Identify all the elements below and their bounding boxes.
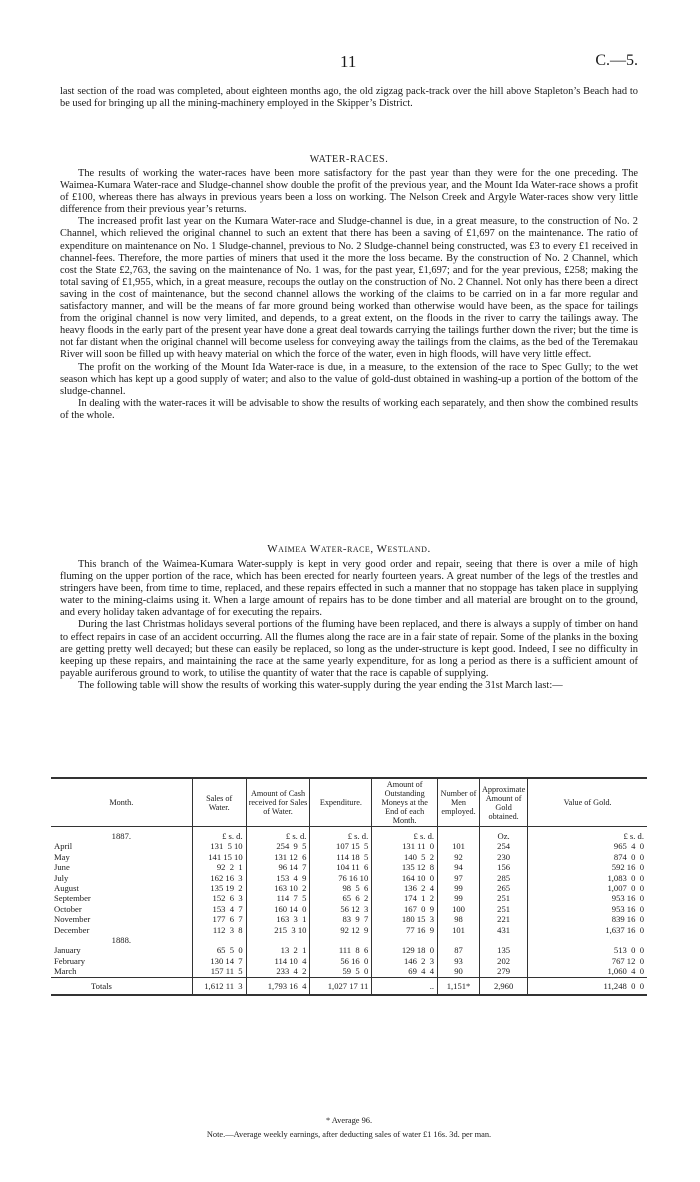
col-header-sales: Sales of Water.	[192, 778, 246, 827]
out-cell: 135 12 8	[372, 862, 438, 872]
unit-oz: Oz.	[480, 827, 528, 842]
men-cell: 101	[438, 925, 480, 935]
value-cell: 953 16 0	[528, 893, 647, 903]
table-row	[51, 893, 647, 903]
table-row	[51, 945, 647, 955]
exp-cell: 104 11 6	[310, 862, 372, 872]
cash-cell: 215 3 10	[246, 925, 310, 935]
month-cell: July	[54, 872, 69, 883]
cash-cell: 96 14 7	[246, 862, 310, 872]
month-cell: April	[54, 841, 73, 852]
oz-cell: 221	[480, 914, 528, 924]
value-cell: 1,083 0 0	[528, 873, 647, 883]
col-header-outstanding: Amount of Outstanding Moneys at the End of each Month.	[372, 778, 438, 827]
men-cell: 99	[438, 883, 480, 893]
col-header-expenditure: Expenditure.	[310, 778, 372, 827]
oz-cell: 279	[480, 966, 528, 977]
water-races-heading: WATER-RACES.	[309, 154, 389, 165]
value-cell: 953 16 0	[528, 904, 647, 914]
oz-cell: 156	[480, 862, 528, 872]
water-races-section	[60, 168, 638, 422]
out-cell: 167 0 9	[372, 904, 438, 914]
table-row	[51, 956, 647, 966]
table-row	[51, 966, 647, 977]
table-row	[51, 914, 647, 924]
oz-cell: 230	[480, 852, 528, 862]
men-cell: 90	[438, 966, 480, 977]
out-cell: 140 5 2	[372, 852, 438, 862]
sales-cell: 141 15 10	[192, 852, 246, 862]
oz-cell: 431	[480, 925, 528, 935]
sales-cell: 177 6 7	[192, 914, 246, 924]
unit-lsd: £ s. d.	[372, 827, 438, 842]
out-cell: 77 16 9	[372, 925, 438, 935]
out-cell: 180 15 3	[372, 914, 438, 924]
value-cell: 767 12 0	[528, 956, 647, 966]
exp-cell: 76 16 10	[310, 873, 372, 883]
exp-cell: 56 16 0	[310, 956, 372, 966]
table-row	[51, 841, 647, 851]
men-cell: 87	[438, 945, 480, 955]
water-races-paragraph: In dealing with the water-races it will be advisable to show the results of working each separately, and then show the combined results of the whole.	[60, 397, 638, 421]
sales-cell: 135 19 2	[192, 883, 246, 893]
month-cell: August	[54, 883, 79, 894]
sales-cell: 152 6 3	[192, 893, 246, 903]
exp-cell: 56 12 3	[310, 904, 372, 914]
waimea-paragraph: This branch of the Waimea-Kumara Water-supply is kept in very good order and repair, seeing that there is over a mile of high fluming on the upper portion of the race, which has been erected for nearly fourteen years. A great number of the legs of the trestles and stringers have been, from time to time, replaced, and these repairs effected in such a manner that no stoppage has taken place in supplying water to the mining-claims using it. When a large amount of repairs has to be done timber and all material are brought on to the ground, and every holiday taken advantage of for executing the repairs.	[60, 559, 638, 619]
month-cell: January	[54, 945, 81, 956]
men-cell: 98	[438, 914, 480, 924]
value-cell: 965 4 0	[528, 841, 647, 851]
cash-cell: 114 10 4	[246, 956, 310, 966]
out-cell: 131 11 0	[372, 841, 438, 851]
oz-cell: 251	[480, 893, 528, 903]
page-header	[60, 52, 638, 74]
month-cell: June	[54, 862, 70, 873]
exp-cell: 98 5 6	[310, 883, 372, 893]
unit-lsd: £ s. d.	[192, 827, 246, 842]
sales-cell: 131 5 10	[192, 841, 246, 851]
oz-cell: 135	[480, 945, 528, 955]
exp-cell: 65 6 2	[310, 893, 372, 903]
page-number: 11	[340, 52, 357, 71]
sales-cell: 162 16 3	[192, 873, 246, 883]
totals-row	[51, 977, 647, 995]
cash-cell: 114 7 5	[246, 893, 310, 903]
oz-cell: 265	[480, 883, 528, 893]
intro-paragraph: last section of the road was completed, about eighteen months ago, the old zigzag pack-track over the hill above Stapleton’s Beach had to be used for bringing up all the mining-machinery employed in the Skipper’s District.	[60, 86, 638, 110]
cash-cell: 254 9 5	[246, 841, 310, 851]
col-header-cash: Amount of Cash received for Sales of Water.	[246, 778, 310, 827]
unit-lsd: £ s. d.	[310, 827, 372, 842]
waimea-paragraph: The following table will show the results of working this water-supply during the year ending the 31st March last:—	[78, 679, 563, 691]
value-cell: 1,007 0 0	[528, 883, 647, 893]
waimea-paragraph: During the last Christmas holidays several portions of the fluming have been replaced, and there is always a supply of timber on hand to effect repairs in case of an accident occurring. All the flumes along the race are in a fair state of repair. Some of the planks in the boxing are getting pretty well decayed; but these can easily be replaced, so long as the under-structure is kept good. Indeed, I see no difficulty in keeping up these repairs, and maintaining the race at the same yearly expenditure, for as long a period as there is a sufficient amount of payable auriferous ground to work, to utilise the quantity of water that the race is capable of supplying.	[60, 619, 638, 679]
value-cell: 839 16 0	[528, 914, 647, 924]
cash-cell: 163 10 2	[246, 883, 310, 893]
cash-cell: 131 12 6	[246, 852, 310, 862]
col-header-gold-value: Value of Gold.	[528, 778, 647, 827]
value-cell: 1,060 4 0	[528, 966, 647, 977]
men-cell: 97	[438, 873, 480, 883]
exp-cell: 1,027 17 11	[310, 977, 372, 995]
units-row	[51, 827, 647, 842]
cash-cell: 153 4 9	[246, 873, 310, 883]
out-cell: 174 1 2	[372, 893, 438, 903]
exp-cell: 83 9 7	[310, 914, 372, 924]
table-row	[51, 925, 647, 935]
exp-cell: 92 12 9	[310, 925, 372, 935]
sales-cell: 112 3 8	[192, 925, 246, 935]
men-cell: 1,151*	[438, 977, 480, 995]
exp-cell: 107 15 5	[310, 841, 372, 851]
value-cell: 11,248 0 0	[528, 977, 647, 995]
month-cell: March	[54, 966, 77, 977]
waimea-section	[60, 559, 638, 692]
sales-cell: 1,612 11 3	[192, 977, 246, 995]
sales-cell: 92 2 1	[192, 862, 246, 872]
year-row	[51, 935, 647, 945]
year-label: 1887.	[111, 831, 132, 841]
oz-cell: 254	[480, 841, 528, 851]
month-cell: October	[54, 903, 82, 914]
men-cell: 94	[438, 862, 480, 872]
table-row	[51, 852, 647, 862]
sales-cell: 157 11 5	[192, 966, 246, 977]
water-races-paragraph: The results of working the water-races have been more satisfactory for the past year than they were for the one preceding. The Waimea-Kumara Water-race and Sludge-channel show double the profit of the previous year, and the Mount Ida Water-race shows a profit of £100, whereas there has always in previous years been a loss on working. The Nelson Creek and Argyle Water-races show very little difference from their previous year’s returns.	[60, 168, 638, 216]
table-row	[51, 904, 647, 914]
men-cell: 92	[438, 852, 480, 862]
table-body	[51, 827, 647, 996]
exp-cell: 59 5 0	[310, 966, 372, 977]
oz-cell: 285	[480, 873, 528, 883]
month-cell: May	[54, 851, 70, 862]
month-cell: September	[54, 893, 91, 904]
value-cell: 1,637 16 0	[528, 925, 647, 935]
footnote: * Average 96.	[325, 1116, 373, 1125]
men-cell: 101	[438, 841, 480, 851]
oz-cell: 202	[480, 956, 528, 966]
out-cell: 164 10 0	[372, 873, 438, 883]
sales-cell: 130 14 7	[192, 956, 246, 966]
waimea-heading: Waimea Water-race, Westland.	[267, 543, 431, 555]
out-cell: 129 18 0	[372, 945, 438, 955]
men-cell: 99	[438, 893, 480, 903]
value-cell: 874 0 0	[528, 852, 647, 862]
value-cell: 592 16 0	[528, 862, 647, 872]
cash-cell: 160 14 0	[246, 904, 310, 914]
out-cell: 146 2 3	[372, 956, 438, 966]
col-header-gold-amount: Approximate Amount of Gold obtained.	[480, 778, 528, 827]
out-cell: 69 4 4	[372, 966, 438, 977]
oz-cell: 2,960	[480, 977, 528, 995]
cash-cell: 163 3 1	[246, 914, 310, 924]
sales-cell: 153 4 7	[192, 904, 246, 914]
table-row	[51, 883, 647, 893]
month-cell: November	[54, 914, 91, 925]
table-header-row	[51, 778, 647, 827]
totals-label: Totals	[51, 977, 192, 995]
men-cell: 93	[438, 956, 480, 966]
water-races-paragraph: The profit on the working of the Mount Ida Water-race is due, in a measure, to the extension of the race to Spec Gully; to the wet season which has kept up a good supply of water; and also to the value of gold-dust obtained in washing-up a portion of the bottom of the sludge-channel.	[60, 361, 638, 397]
unit-lsd: £ s. d.	[246, 827, 310, 842]
document-reference: C.—5.	[595, 52, 638, 69]
col-header-men: Number of Men employed.	[438, 778, 480, 827]
intro-paragraph-block	[60, 86, 638, 110]
value-cell: 513 0 0	[528, 945, 647, 955]
out-cell: 136 2 4	[372, 883, 438, 893]
note: Note.—Average weekly earnings, after deducting sales of water £1 16s. 3d. per man.	[206, 1130, 492, 1139]
exp-cell: 111 8 6	[310, 945, 372, 955]
out-cell: ..	[372, 977, 438, 995]
water-races-paragraph: The increased profit last year on the Kumara Water-race and Sludge-channel is due, in a great measure, to the construction of No. 2 Channel, which relieved the original channel to such an extent that there has been a saving of £1,697 on the maintenance. The ratio of expenditure on maintenance on No. 1 Sludge-channel, previous to No. 2 Sludge-channel being constructed, was £3 to every £1 received in channel-fees. Therefore, the more parties of miners that used it the more the loss became. By the construction of No. 2 Channel, which cost the State £2,763, the saving on the maintenance of No. 1 was, for the past year, £1,697; and for the year previous, £258; making the total saving of £1,955, which, in a great measure, recoups the outlay on the construction of No. 2 Channel. Not only has there been a direct saving in the cost of maintenance, but the second channel allows the working of the claims to be carried on in a far more regular and satisfactory manner, and will be the means of far more ground being worked than otherwise would have been, as the space for tailings from the original channel is now very limited, and depends, to a great extent, on the floods in the river to carry the tailings away. The heavy floods in the early part of the present year have done a great deal towards carrying the tailings further down the river; but the time is not far distant when the original channel will become useless for conveying away the tailings from the claims, as the bed of the Teremakau River will soon be filled up with heavy material on which the force of the water, even in high floods, will have very little effect.	[60, 216, 638, 361]
exp-cell: 114 18 5	[310, 852, 372, 862]
sales-cell: 65 5 0	[192, 945, 246, 955]
cash-cell: 233 4 2	[246, 966, 310, 977]
oz-cell: 251	[480, 904, 528, 914]
cash-cell: 1,793 16 4	[246, 977, 310, 995]
month-cell: February	[54, 955, 86, 966]
table-row	[51, 862, 647, 872]
table-row	[51, 873, 647, 883]
unit-lsd: £ s. d.	[528, 827, 647, 842]
col-header-month: Month.	[51, 778, 192, 827]
month-cell: December	[54, 924, 90, 935]
year-label: 1888.	[111, 935, 132, 946]
men-cell: 100	[438, 904, 480, 914]
waimea-results-table	[51, 777, 647, 996]
cash-cell: 13 2 1	[246, 945, 310, 955]
